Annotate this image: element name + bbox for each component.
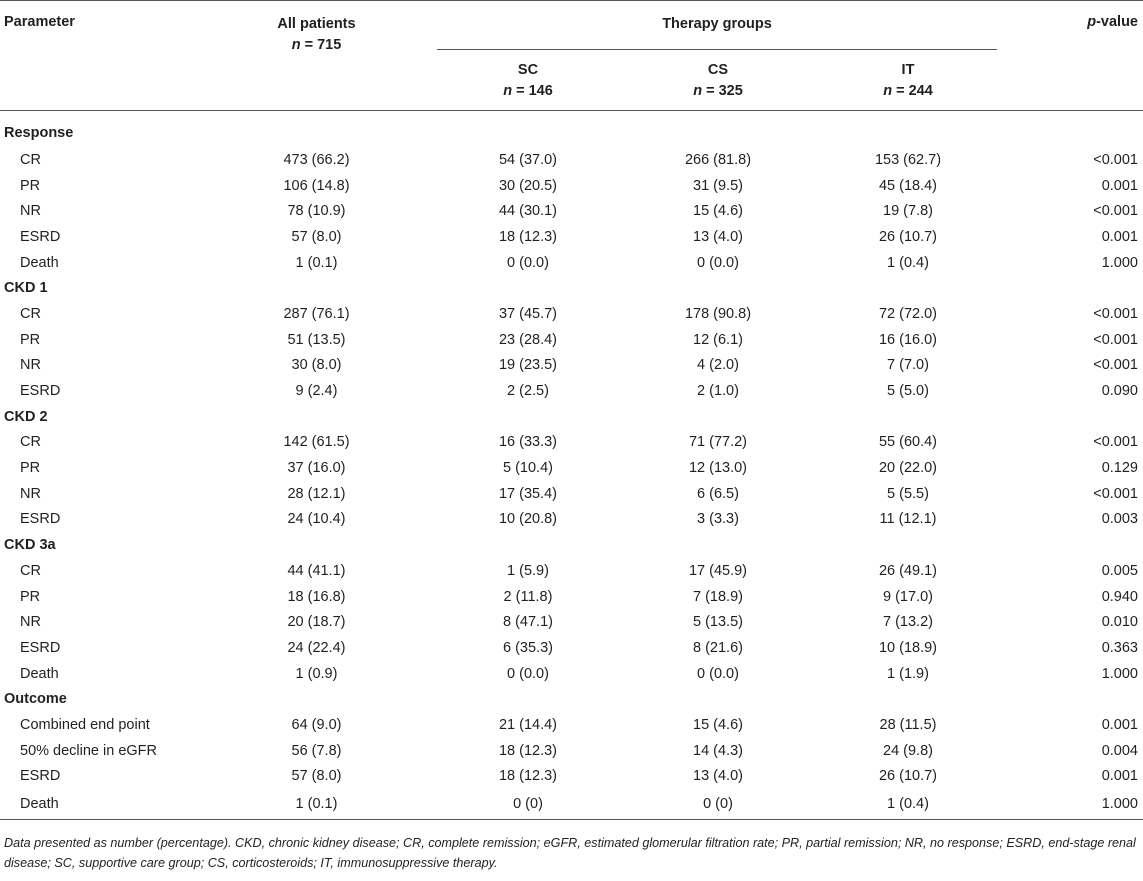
section-header-row xyxy=(0,686,1143,712)
cell-sc: 21 (14.4) xyxy=(498,716,558,733)
cell-it: 10 (18.9) xyxy=(878,639,938,656)
row-label: NR xyxy=(20,203,41,220)
cell-cs: 8 (21.6) xyxy=(693,639,743,656)
row-label: Death xyxy=(20,665,59,682)
cell-p-value: 1.000 xyxy=(1003,789,1143,819)
cell-cs: 2 (1.0) xyxy=(697,383,739,400)
cell-it: 19 (7.8) xyxy=(883,203,933,220)
table-row xyxy=(0,738,1143,764)
header-group-n-symbol: n xyxy=(503,83,513,99)
cell-p-value: 0.004 xyxy=(1101,742,1138,759)
cell-all-patients: 24 (10.4) xyxy=(287,511,346,528)
cell-all-patients: 9 (2.4) xyxy=(295,383,338,400)
cell-it: 9 (17.0) xyxy=(883,588,933,605)
row-label: ESRD xyxy=(20,511,61,528)
cell-cs: 15 (4.6) xyxy=(693,716,743,733)
section-header-row xyxy=(0,275,1143,301)
cell-p-value: <0.001 xyxy=(1093,331,1138,348)
header-group-sc xyxy=(433,50,623,110)
row-label: Combined end point xyxy=(20,716,150,733)
header-group-name: IT xyxy=(901,62,915,78)
table-footnote: Data presented as number (percentage). CKD, chronic kidney disease; CR, complete remission; eGFR, estimated glomerular filtration rate; PR, partial remission; NR, no response; ESRD, end-stage renal disease; SC, supportive care group; CS, corticosteroids; IT, immunosuppressive therapy. xyxy=(4,836,1136,870)
cell-all-patients: 37 (16.0) xyxy=(287,460,346,477)
header-p-rest: -value xyxy=(1096,14,1138,30)
cell-all-patients: 20 (18.7) xyxy=(287,614,346,631)
cell-p-value: 0.001 xyxy=(1101,768,1138,785)
header-group-n-symbol: n xyxy=(883,83,893,99)
cell-all-patients: 106 (14.8) xyxy=(283,177,350,194)
cell-cs: 12 (13.0) xyxy=(688,460,748,477)
cell-it: 5 (5.5) xyxy=(887,485,929,502)
cell-p-value: 0.129 xyxy=(1101,460,1138,477)
cell-p-value: 0.001 xyxy=(1101,228,1138,245)
cell-all-patients: 473 (66.2) xyxy=(283,151,350,168)
cell-all-patients: 1 (0.1) xyxy=(200,789,433,819)
row-label: CR xyxy=(20,562,41,579)
cell-p-value: 0.940 xyxy=(1101,588,1138,605)
table-row xyxy=(0,584,1143,610)
header-group-n-value: = 146 xyxy=(512,83,553,99)
cell-p-value: 0.001 xyxy=(1101,177,1138,194)
table-row xyxy=(0,712,1143,738)
table-row xyxy=(0,250,1143,276)
cell-it: 45 (18.4) xyxy=(878,177,938,194)
header-all-n-value: = 715 xyxy=(300,37,342,53)
table-row xyxy=(0,661,1143,687)
header-p-value xyxy=(1003,1,1143,111)
cell-cs: 31 (9.5) xyxy=(693,177,743,194)
cell-sc: 10 (20.8) xyxy=(498,511,558,528)
header-group-it xyxy=(813,50,1003,110)
header-all-n-symbol: n xyxy=(291,37,301,53)
cell-cs: 266 (81.8) xyxy=(684,151,752,168)
cell-it: 1 (0.4) xyxy=(813,789,1003,819)
header-group-n-value: = 244 xyxy=(892,83,933,99)
cell-all-patients: 24 (22.4) xyxy=(287,639,346,656)
cell-it: 20 (22.0) xyxy=(878,460,938,477)
cell-all-patients: 56 (7.8) xyxy=(291,742,342,759)
cell-it: 7 (7.0) xyxy=(887,357,929,374)
table-row xyxy=(0,224,1143,250)
table-row xyxy=(0,558,1143,584)
table-row xyxy=(0,455,1143,481)
table-row xyxy=(0,789,1143,819)
cell-sc: 0 (0.0) xyxy=(507,254,549,271)
table-row xyxy=(0,198,1143,224)
table-row xyxy=(0,147,1143,173)
cell-sc: 0 (0) xyxy=(433,789,623,819)
row-label: ESRD xyxy=(20,228,61,245)
table-row xyxy=(0,609,1143,635)
row-label: ESRD xyxy=(20,639,61,656)
cell-p-value: 0.010 xyxy=(1101,614,1138,631)
cell-all-patients: 57 (8.0) xyxy=(291,768,342,785)
header-therapy-groups xyxy=(433,1,1003,51)
header-group-name: CS xyxy=(707,62,729,78)
table-header xyxy=(0,1,1143,111)
section-title: Response xyxy=(4,124,74,141)
table-row xyxy=(0,635,1143,661)
row-label: PR xyxy=(20,177,41,194)
table-row xyxy=(0,301,1143,327)
table-row xyxy=(0,353,1143,379)
cell-p-value: <0.001 xyxy=(1093,485,1138,502)
cell-cs: 13 (4.0) xyxy=(693,768,743,785)
cell-p-value: 1.000 xyxy=(1101,254,1138,271)
cell-sc: 44 (30.1) xyxy=(498,203,558,220)
cell-cs: 0 (0.0) xyxy=(697,665,739,682)
section-header-row xyxy=(0,532,1143,558)
cell-cs: 15 (4.6) xyxy=(693,203,743,220)
cell-p-value: 0.363 xyxy=(1101,639,1138,656)
cell-sc: 2 (11.8) xyxy=(503,588,553,605)
table-row xyxy=(0,507,1143,533)
cell-sc: 37 (45.7) xyxy=(498,305,558,322)
cell-it: 5 (5.0) xyxy=(887,383,929,400)
cell-cs: 0 (0.0) xyxy=(697,254,739,271)
cell-sc: 5 (10.4) xyxy=(503,460,553,477)
row-label: PR xyxy=(20,588,41,605)
cell-it: 26 (49.1) xyxy=(878,562,938,579)
row-label: NR xyxy=(20,614,41,631)
header-p-symbol: p xyxy=(1087,14,1097,30)
cell-cs: 13 (4.0) xyxy=(693,228,743,245)
cell-sc: 17 (35.4) xyxy=(498,485,558,502)
cell-it: 11 (12.1) xyxy=(879,511,937,528)
row-label: ESRD xyxy=(20,383,61,400)
cell-all-patients: 30 (8.0) xyxy=(291,357,342,374)
row-label: PR xyxy=(20,460,41,477)
table-row xyxy=(0,378,1143,404)
header-group-cs xyxy=(623,50,813,110)
cell-p-value: 0.090 xyxy=(1101,383,1138,400)
cell-cs: 71 (77.2) xyxy=(688,434,748,451)
cell-p-value: <0.001 xyxy=(1093,305,1138,322)
header-group-n-value: = 325 xyxy=(702,83,743,99)
cell-p-value: <0.001 xyxy=(1093,357,1138,374)
section-title: CKD 3a xyxy=(4,537,56,554)
cell-it: 1 (0.4) xyxy=(887,254,929,271)
cell-it: 28 (11.5) xyxy=(879,716,937,733)
table-body xyxy=(0,110,1143,819)
cell-it: 24 (9.8) xyxy=(883,742,933,759)
cell-all-patients: 78 (10.9) xyxy=(287,203,346,220)
cell-it: 153 (62.7) xyxy=(874,151,942,168)
row-label: Death xyxy=(20,254,59,271)
cell-sc: 18 (12.3) xyxy=(498,742,558,759)
header-all-patients xyxy=(200,1,433,111)
cell-all-patients: 1 (0.9) xyxy=(295,665,338,682)
section-title: Outcome xyxy=(4,691,67,708)
header-group-name: SC xyxy=(517,62,539,78)
cell-sc: 54 (37.0) xyxy=(498,151,558,168)
cell-all-patients: 28 (12.1) xyxy=(287,485,346,502)
row-label: ESRD xyxy=(20,768,61,785)
section-header-row xyxy=(0,110,1143,147)
cell-it: 55 (60.4) xyxy=(878,434,938,451)
header-parameter: Parameter xyxy=(0,1,200,111)
table-row xyxy=(0,430,1143,456)
cell-all-patients: 18 (16.8) xyxy=(287,588,346,605)
cell-it: 72 (72.0) xyxy=(878,305,938,322)
cell-sc: 8 (47.1) xyxy=(503,614,553,631)
cell-p-value: 0.005 xyxy=(1101,562,1138,579)
cell-all-patients: 57 (8.0) xyxy=(291,228,342,245)
therapy-groups-label: Therapy groups xyxy=(662,16,772,32)
header-group-n-symbol: n xyxy=(693,83,703,99)
cell-sc: 23 (28.4) xyxy=(498,331,558,348)
cell-all-patients: 1 (0.1) xyxy=(295,254,338,271)
cell-cs: 17 (45.9) xyxy=(688,562,748,579)
cell-it: 26 (10.7) xyxy=(878,228,938,245)
row-label: CR xyxy=(20,305,41,322)
row-label: CR xyxy=(20,434,41,451)
section-title: CKD 1 xyxy=(4,280,48,297)
cell-cs: 0 (0) xyxy=(623,789,813,819)
cell-cs: 14 (4.3) xyxy=(693,742,743,759)
cell-cs: 7 (18.9) xyxy=(693,588,743,605)
table-row xyxy=(0,764,1143,790)
cell-all-patients: 64 (9.0) xyxy=(291,716,342,733)
cell-cs: 4 (2.0) xyxy=(697,357,739,374)
row-label: Death xyxy=(0,789,200,819)
table-row xyxy=(0,173,1143,199)
cell-cs: 12 (6.1) xyxy=(693,331,743,348)
cell-sc: 19 (23.5) xyxy=(498,357,558,374)
cell-all-patients: 51 (13.5) xyxy=(287,331,346,348)
cell-p-value: 0.001 xyxy=(1101,716,1138,733)
row-label: CR xyxy=(20,151,41,168)
cell-all-patients: 44 (41.1) xyxy=(287,562,346,579)
cell-p-value: <0.001 xyxy=(1093,151,1138,168)
cell-sc: 18 (12.3) xyxy=(498,228,558,245)
table-row xyxy=(0,481,1143,507)
row-label: PR xyxy=(20,331,41,348)
cell-it: 7 (13.2) xyxy=(883,614,933,631)
cell-sc: 2 (2.5) xyxy=(507,383,549,400)
section-header-row xyxy=(0,404,1143,430)
cell-sc: 6 (35.3) xyxy=(503,639,553,656)
cell-it: 1 (1.9) xyxy=(887,665,929,682)
cell-p-value: <0.001 xyxy=(1093,203,1138,220)
cell-p-value: 1.000 xyxy=(1101,665,1138,682)
cell-sc: 16 (33.3) xyxy=(498,434,558,451)
row-label: NR xyxy=(20,485,41,502)
section-title: CKD 2 xyxy=(4,408,48,425)
cell-p-value: 0.003 xyxy=(1101,511,1138,528)
cell-p-value: <0.001 xyxy=(1093,434,1138,451)
cell-it: 16 (16.0) xyxy=(878,331,938,348)
cell-sc: 1 (5.9) xyxy=(507,562,549,579)
cell-cs: 178 (90.8) xyxy=(684,305,752,322)
cell-sc: 30 (20.5) xyxy=(498,177,558,194)
therapy-groups-rule xyxy=(437,14,997,50)
cell-cs: 3 (3.3) xyxy=(697,511,739,528)
row-label: NR xyxy=(20,357,41,374)
cell-cs: 6 (6.5) xyxy=(697,485,739,502)
cell-all-patients: 287 (76.1) xyxy=(283,305,350,322)
cell-sc: 0 (0.0) xyxy=(507,665,549,682)
cell-cs: 5 (13.5) xyxy=(693,614,743,631)
cell-it: 26 (10.7) xyxy=(878,768,938,785)
header-all-patients-label: All patients xyxy=(277,16,356,32)
row-label: 50% decline in eGFR xyxy=(20,742,158,759)
cell-all-patients: 142 (61.5) xyxy=(283,434,350,451)
table-row xyxy=(0,327,1143,353)
cell-sc: 18 (12.3) xyxy=(498,768,558,785)
